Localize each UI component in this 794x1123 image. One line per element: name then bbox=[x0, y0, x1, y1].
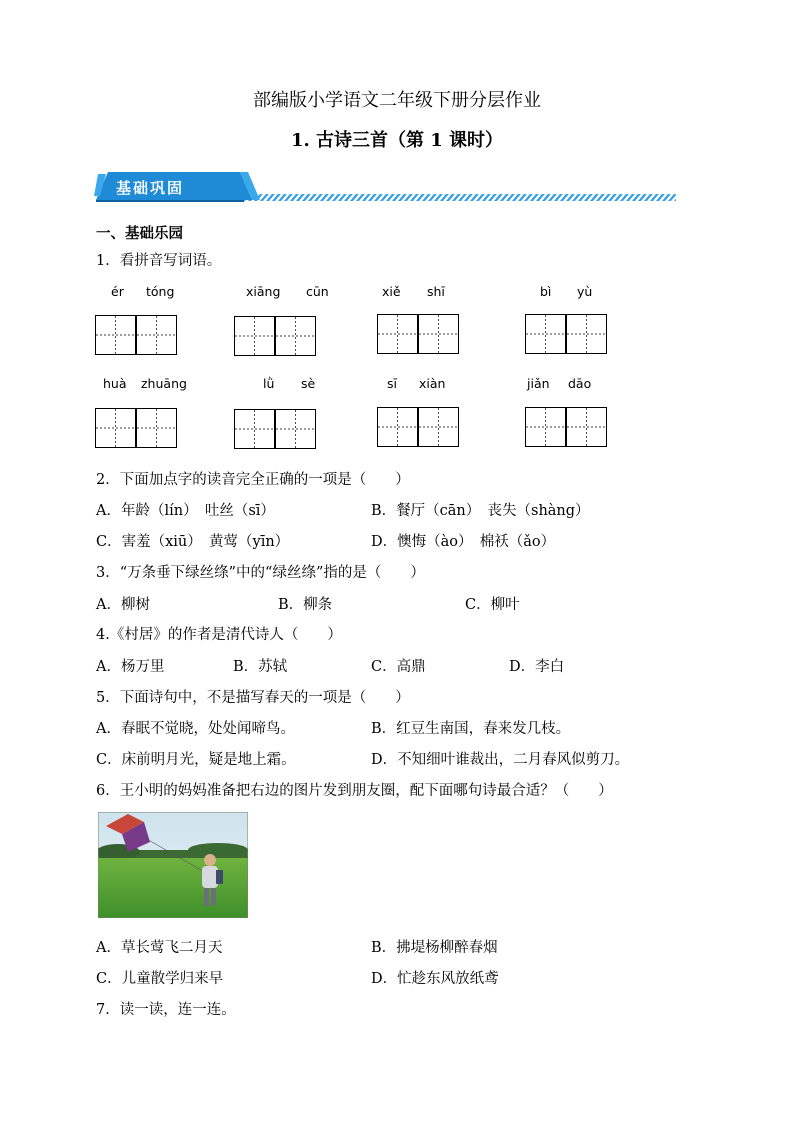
pinyin: yù bbox=[577, 284, 593, 299]
pinyin: ér bbox=[111, 284, 124, 299]
question-5-stem: 5．下面诗句中，不是描写春天的一项是（ ） bbox=[96, 690, 410, 706]
writing-grid[interactable] bbox=[525, 407, 607, 447]
writing-grid[interactable] bbox=[234, 409, 316, 449]
question-7-stem: 7．读一读，连一连。 bbox=[96, 1002, 236, 1018]
writing-grid[interactable] bbox=[95, 315, 177, 355]
question-2-stem: 2．下面加点字的读音完全正确的一项是（ ） bbox=[96, 472, 410, 488]
pinyin: sī bbox=[387, 376, 397, 391]
banner-label: 基础巩固 bbox=[116, 179, 185, 197]
pinyin: bì bbox=[540, 284, 552, 299]
option-c[interactable]: C．高鼎 bbox=[371, 659, 426, 675]
child bbox=[202, 866, 218, 888]
option-c[interactable]: C．柳叶 bbox=[465, 597, 520, 613]
writing-grid[interactable] bbox=[377, 314, 459, 354]
option-a[interactable]: A．草长莺飞二月天 bbox=[96, 940, 223, 956]
pinyin: dāo bbox=[568, 376, 592, 391]
banner-stripe bbox=[244, 194, 676, 201]
document-title: 部编版小学语文二年级下册分层作业 bbox=[253, 90, 541, 111]
pinyin: xiàn bbox=[419, 376, 446, 391]
option-b[interactable]: B．苏轼 bbox=[233, 659, 288, 675]
question-3-stem: 3．“万条垂下绿丝绦”中的“绿丝绦”指的是（ ） bbox=[96, 565, 425, 581]
option-a[interactable]: A．柳树 bbox=[96, 597, 150, 613]
writing-grid[interactable] bbox=[377, 407, 459, 447]
option-a[interactable]: A．年龄（lín） 吐丝（sī） bbox=[96, 503, 275, 519]
pinyin: xiāng bbox=[246, 284, 281, 299]
writing-grid[interactable] bbox=[525, 314, 607, 354]
section-title: 一、基础乐园 bbox=[96, 226, 183, 242]
pinyin: xiě bbox=[382, 284, 401, 299]
option-d[interactable]: D．不知细叶谁裁出，二月春风似剪刀。 bbox=[371, 752, 630, 768]
question-4-stem: 4.《村居》的作者是清代诗人（ ） bbox=[96, 627, 342, 643]
section-banner bbox=[94, 170, 678, 204]
question-1-stem: 1．看拼音写词语。 bbox=[96, 253, 222, 269]
option-c[interactable]: C．害羞（xiū） 黄莺（yīn） bbox=[96, 534, 290, 550]
pinyin: huà bbox=[103, 376, 127, 391]
option-b[interactable]: B．餐厅（cān） 丧失（shàng） bbox=[371, 503, 590, 519]
option-d[interactable]: D．懊悔（ào） 棉袄（ǎo） bbox=[371, 534, 556, 550]
pinyin: tóng bbox=[146, 284, 175, 299]
kite-photo bbox=[98, 812, 248, 918]
writing-grid[interactable] bbox=[95, 408, 177, 448]
pinyin: lǜ bbox=[263, 376, 275, 391]
option-b[interactable]: B．柳条 bbox=[278, 597, 333, 613]
option-b[interactable]: B．红豆生南国，春来发几枝。 bbox=[371, 721, 571, 737]
option-a[interactable]: A．杨万里 bbox=[96, 659, 165, 675]
writing-grid[interactable] bbox=[234, 316, 316, 356]
option-d[interactable]: D．李白 bbox=[509, 659, 565, 675]
option-a[interactable]: A．春眠不觉晓，处处闻啼鸟。 bbox=[96, 721, 295, 737]
pinyin: zhuāng bbox=[141, 376, 187, 391]
option-b[interactable]: B．拂堤杨柳醉春烟 bbox=[371, 940, 498, 956]
option-c[interactable]: C．儿童散学归来早 bbox=[96, 971, 224, 987]
pinyin: shī bbox=[427, 284, 445, 299]
pinyin: jiǎn bbox=[527, 376, 550, 391]
pinyin: cūn bbox=[306, 284, 329, 299]
pinyin: sè bbox=[301, 376, 316, 391]
option-c[interactable]: C．床前明月光，疑是地上霜。 bbox=[96, 752, 296, 768]
lesson-title: 1. 古诗三首（第 1 课时） bbox=[290, 130, 504, 151]
option-d[interactable]: D．忙趁东风放纸鸢 bbox=[371, 971, 499, 987]
question-6-stem: 6．王小明的妈妈准备把右边的图片发到朋友圈，配下面哪句诗最合适？（ ） bbox=[96, 783, 613, 799]
